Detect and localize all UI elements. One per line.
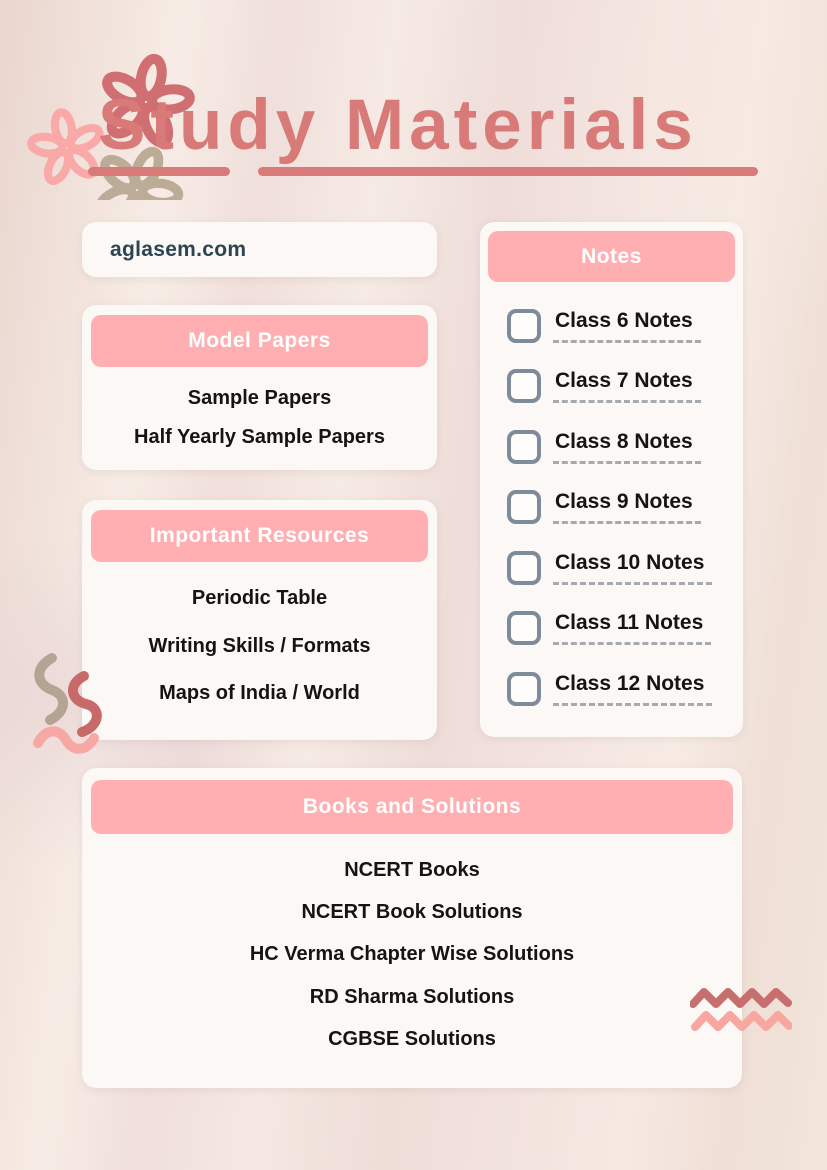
list-item: Sample Papers [187, 387, 332, 409]
note-link-class-9-notes[interactable]: Class 9 Notes [553, 488, 701, 524]
list-item: HC Verma Chapter Wise Solutions [249, 943, 575, 966]
model-papers-card [82, 305, 437, 470]
books-and-solutions-list [82, 840, 742, 1070]
note-row [507, 428, 743, 464]
zigzag-rose [693, 992, 788, 1004]
squiggle-taupe [39, 658, 63, 720]
page-title: Study Materials [98, 86, 698, 165]
squiggle-doodles [22, 650, 117, 760]
checkbox-class-11-notes[interactable] [507, 611, 541, 645]
list-item: Writing Skills / Formats [148, 634, 371, 657]
note-row [507, 307, 743, 343]
list-item: NCERT Books [344, 859, 480, 882]
squiggle-rose [73, 676, 97, 732]
checkbox-class-9-notes[interactable] [507, 490, 541, 524]
list-item: NCERT Book Solutions [301, 901, 523, 924]
notes-list [480, 282, 743, 730]
note-row [507, 609, 743, 645]
note-row [507, 488, 743, 524]
books-and-solutions-header: Books and Solutions [91, 780, 733, 834]
list-item: RD Sharma Solutions [309, 985, 515, 1008]
checkbox-class-12-notes[interactable] [507, 672, 541, 706]
note-link-class-10-notes[interactable]: Class 10 Notes [553, 549, 712, 585]
note-row [507, 549, 743, 585]
site-card [82, 222, 437, 277]
checkbox-class-7-notes[interactable] [507, 369, 541, 403]
checkbox-class-6-notes[interactable] [507, 309, 541, 343]
list-item: Periodic Table [191, 586, 328, 609]
notes-header: Notes [488, 231, 735, 282]
zigzag-doodles [690, 983, 792, 1039]
checkbox-class-10-notes[interactable] [507, 551, 541, 585]
title-underline-left [88, 167, 230, 176]
note-row [507, 670, 743, 706]
note-link-class-7-notes[interactable]: Class 7 Notes [553, 367, 701, 403]
checkbox-class-8-notes[interactable] [507, 430, 541, 464]
zigzag-pink [695, 1015, 789, 1027]
list-item: Maps of India / World [159, 682, 360, 705]
important-resources-card [82, 500, 437, 740]
list-item: CGBSE Solutions [328, 1027, 496, 1050]
important-resources-header: Important Resources [91, 510, 428, 562]
model-papers-list [82, 371, 437, 465]
note-link-class-12-notes[interactable]: Class 12 Notes [553, 670, 712, 706]
site-label: aglasem.com [110, 237, 247, 261]
note-link-class-8-notes[interactable]: Class 8 Notes [553, 428, 701, 464]
list-item: Half Yearly Sample Papers [134, 426, 385, 448]
books-and-solutions-card [82, 768, 742, 1088]
note-row [507, 367, 743, 403]
important-resources-list [82, 562, 437, 730]
notes-card [480, 222, 743, 737]
note-link-class-11-notes[interactable]: Class 11 Notes [553, 609, 711, 645]
model-papers-header: Model Papers [91, 315, 428, 367]
title-underline-right [258, 167, 758, 176]
note-link-class-6-notes[interactable]: Class 6 Notes [553, 307, 701, 343]
